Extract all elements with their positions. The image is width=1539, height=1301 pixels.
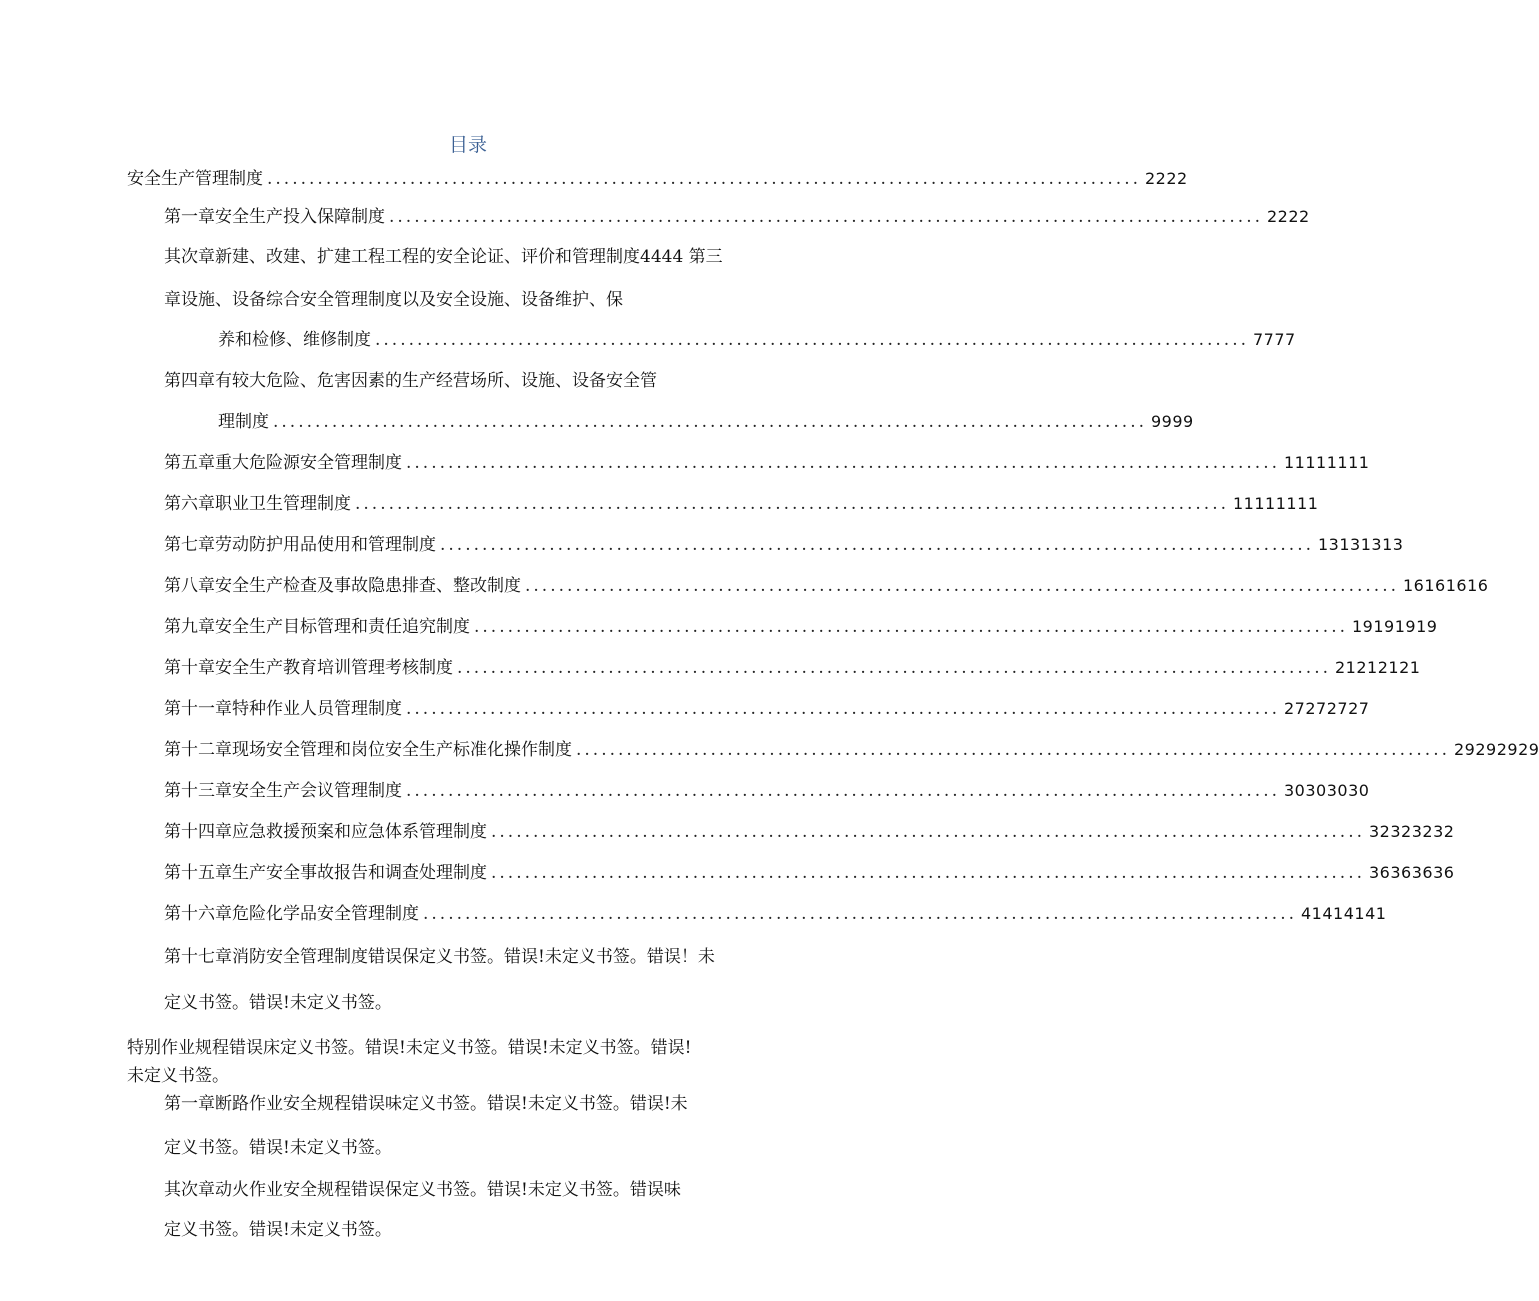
toc-entry-text: 第十三章安全生产会议管理制度 [164,781,402,801]
toc-entry-page: 30303030 [1284,781,1370,800]
toc-entry[interactable] [164,533,1404,557]
toc-entry-text[interactable]: 章设施、设备综合安全管理制度以及安全设施、设备维护、保 [164,290,623,310]
toc-entry-page: 2222 [1145,169,1188,188]
toc-entry-text: 第一章安全生产投入保障制度 [164,207,385,227]
toc-entry-page: 32323232 [1369,822,1455,841]
toc-entry-page: 11111111 [1233,494,1319,513]
toc-entry-text[interactable]: 第一章断路作业安全规程错误味定义书签。错误!未定义书签。错误!未 [164,1094,688,1114]
toc-entry-page: 19191919 [1352,617,1438,636]
toc-entry[interactable] [164,820,1455,844]
toc-entry-text[interactable]: 定义书签。错误!未定义书签。 [164,1220,392,1240]
toc-entry[interactable] [164,697,1370,721]
toc-entry[interactable] [164,656,1421,680]
toc-entry-text: 理制度 [218,412,269,432]
toc-entry-page: 27272727 [1284,699,1370,718]
toc-entry-page: 29292929 [1454,740,1539,759]
leader-dots: ........................................................................................................ [406,781,1280,801]
leader-dots: ........................................................................................................ [525,576,1399,596]
toc-entry[interactable] [164,205,1310,229]
toc-entry-page: 21212121 [1335,658,1421,677]
leader-dots: ........................................................................................................ [474,617,1348,637]
toc-entry-text: 第十六章危险化学品安全管理制度 [164,904,419,924]
toc-entry-text[interactable]: 特别作业规程错误床定义书签。错误!未定义书签。错误!未定义书签。错误! [127,1038,692,1058]
toc-entry[interactable] [164,451,1370,475]
toc-entry[interactable] [164,492,1319,516]
toc-entry-page: 41414141 [1301,904,1387,923]
toc-entry-text: 第八章安全生产检查及事故隐患排查、整改制度 [164,576,521,596]
toc-entry[interactable] [164,574,1489,598]
toc-entry-text: 第九章安全生产目标管理和责任追究制度 [164,617,470,637]
toc-entry-text: 养和检修、维修制度 [218,330,371,350]
toc-entry-text[interactable]: 其次章动火作业安全规程错误保定义书签。错误!未定义书签。错误味 [164,1180,681,1200]
toc-entry-text[interactable]: 定义书签。错误!未定义书签。 [164,993,392,1013]
toc-entry-page: 36363636 [1369,863,1455,882]
toc-entry-text[interactable]: 未定义书签。 [127,1066,229,1086]
leader-dots: ........................................................................................................ [457,658,1331,678]
toc-entry-text: 第十一章特种作业人员管理制度 [164,699,402,719]
leader-dots: ........................................................................................................ [355,494,1229,514]
toc-entry-text[interactable]: 其次章新建、改建、扩建工程工程的安全论证、评价和管理制度4444 第三 [164,247,723,267]
toc-entry-text: 安全生产管理制度 [127,169,263,189]
toc-entry[interactable] [164,738,1539,762]
leader-dots: ........................................................................................................ [389,207,1263,227]
leader-dots: ........................................................................................................ [267,169,1141,189]
toc-entry[interactable] [164,902,1387,926]
leader-dots: ........................................................................................................ [440,535,1314,555]
toc-entry[interactable] [218,410,1194,434]
leader-dots: ........................................................................................................ [375,330,1249,350]
toc-entry[interactable] [164,779,1370,803]
toc-entry[interactable] [164,615,1438,639]
leader-dots: ........................................................................................................ [491,822,1365,842]
toc-entry-text: 第十四章应急救援预案和应急体系管理制度 [164,822,487,842]
toc-entry-text: 第十章安全生产教育培训管理考核制度 [164,658,453,678]
leader-dots: ........................................................................................................ [491,863,1365,883]
toc-title: 目录 [448,134,487,156]
toc-entry-text: 第十五章生产安全事故报告和调查处理制度 [164,863,487,883]
toc-entry[interactable] [127,167,1188,191]
toc-entry-page: 11111111 [1284,453,1370,472]
leader-dots: ........................................................................................................ [406,453,1280,473]
toc-entry-text[interactable]: 定义书签。错误!未定义书签。 [164,1138,392,1158]
leader-dots: ........................................................................................................ [406,699,1280,719]
toc-entry-text: 第六章职业卫生管理制度 [164,494,351,514]
toc-entry-text: 第十二章现场安全管理和岗位安全生产标准化操作制度 [164,740,572,760]
toc-entry-page: 2222 [1267,207,1310,226]
toc-entry-text[interactable]: 第四章有较大危险、危害因素的生产经营场所、设施、设备安全管 [164,371,657,391]
toc-entry-page: 9999 [1151,412,1194,431]
leader-dots: ........................................................................................................ [423,904,1297,924]
toc-entry-page: 16161616 [1403,576,1489,595]
toc-entry-text[interactable]: 第十七章消防安全管理制度错误保定义书签。错误!未定义书签。错误！未 [164,947,715,967]
leader-dots: ........................................................................................................ [273,412,1147,432]
toc-entry-text: 第七章劳动防护用品使用和管理制度 [164,535,436,555]
toc-entry-text: 第五章重大危险源安全管理制度 [164,453,402,473]
toc-entry-page: 13131313 [1318,535,1404,554]
leader-dots: ........................................................................................................ [576,740,1450,760]
toc-entry[interactable] [218,328,1296,352]
toc-entry-page: 7777 [1253,330,1296,349]
toc-entry[interactable] [164,861,1455,885]
